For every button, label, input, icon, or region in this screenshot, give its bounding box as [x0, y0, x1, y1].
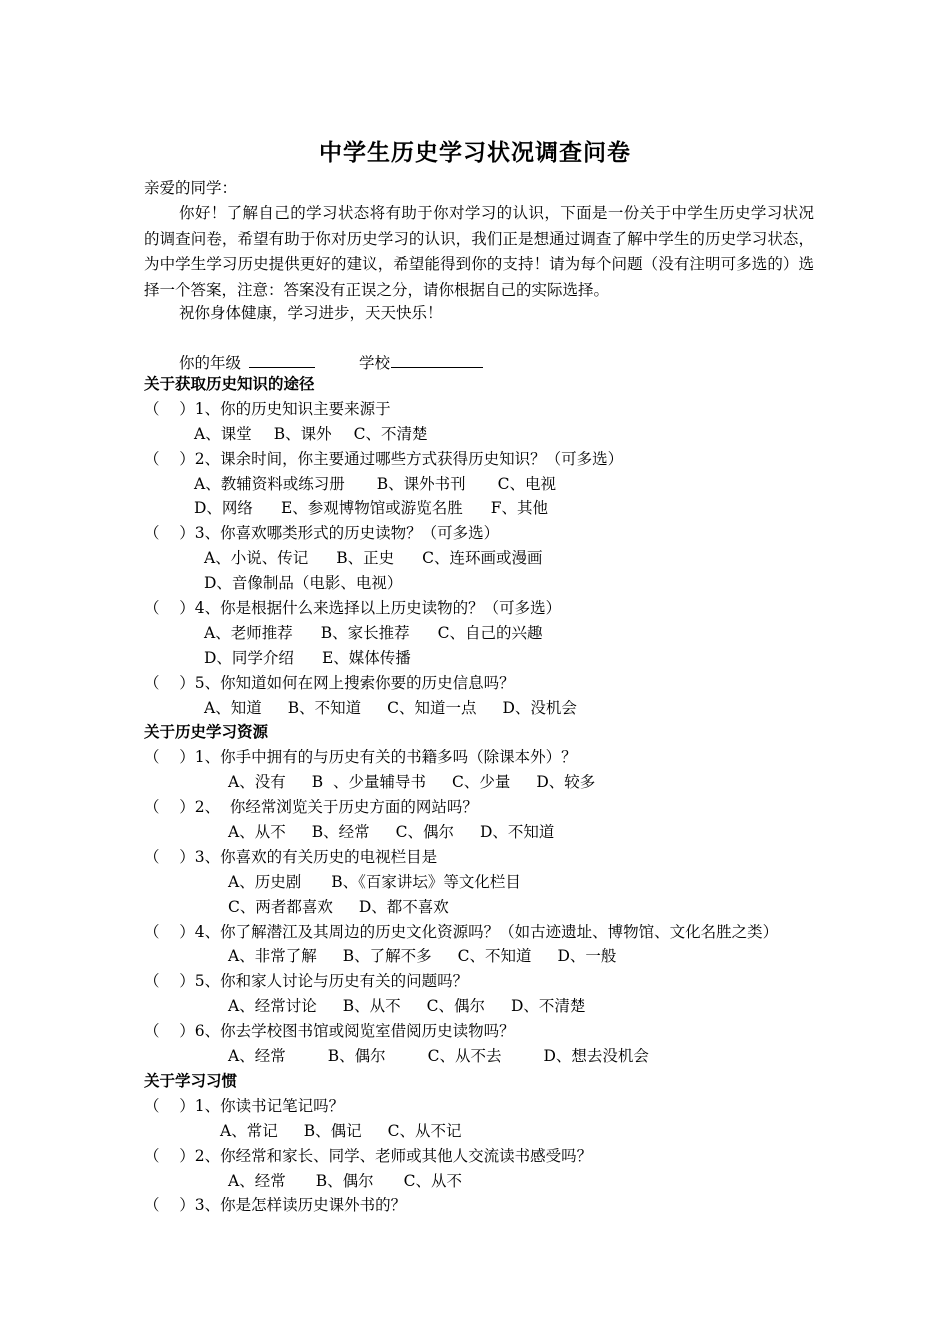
answer-option[interactable]: D、想去没机会 [543, 1047, 649, 1066]
option-line [144, 870, 844, 895]
section-heading: 关于历史学习资源 [144, 722, 269, 742]
answer-option[interactable]: D、网络 [194, 499, 253, 518]
answer-option[interactable]: D、较多 [536, 773, 596, 792]
answer-option[interactable]: A、非常了解 [228, 947, 317, 966]
option-line [144, 1044, 844, 1069]
grade-label: 你的年级 [179, 354, 242, 372]
question-line: （ ）1、你读书记笔记吗？ [144, 1096, 345, 1115]
answer-option[interactable]: A、常记 [220, 1121, 278, 1140]
question-list [144, 372, 844, 1218]
option-line [144, 994, 844, 1019]
answer-option[interactable]: D、不清楚 [510, 997, 586, 1016]
answer-option[interactable]: A、经常 [228, 1171, 286, 1190]
answer-option[interactable]: B、经常 [311, 823, 370, 842]
answer-option[interactable]: E、媒体传播 [321, 648, 411, 667]
answer-option[interactable]: D、同学介绍 [204, 648, 294, 667]
greeting: 亲爱的同学： [144, 179, 238, 197]
intro-paragraph: 你好！了解自己的学习状态将有助于你对学习的认识，下面是一份关于中学生历史学习状况的调查问卷，希望有助于你对历史学习的认识，我们正是想通过调查了解中学生的历史学习状态，为中学生学习历史提供更好的建议，希望能得到你的支持！请为每个问题（没有注明可多选的）选择一个答案，注意：答案没有正误之分，请你根据自己的实际选择。 [144, 204, 814, 299]
answer-option[interactable]: C、不清楚 [353, 424, 428, 443]
school-label: 学校 [359, 354, 391, 372]
answer-option[interactable]: C、偶尔 [395, 823, 454, 842]
answer-option[interactable]: C、从不记 [387, 1121, 462, 1140]
answer-option[interactable]: B、从不 [342, 997, 401, 1016]
option-line [144, 696, 844, 721]
wish-line: 祝你身体健康，学习进步，天天快乐！ [179, 304, 443, 322]
option-line [144, 1169, 844, 1194]
answer-option[interactable]: A、小说、传记 [204, 549, 309, 568]
question-line: （ ）3、你是怎样读历史课外书的？ [144, 1196, 407, 1215]
question-line: （ ）4、你了解潜江及其周边的历史文化资源吗？（如古迹遗址、博物馆、文化名胜之类） [144, 922, 779, 941]
option-line [144, 646, 844, 671]
answer-option[interactable]: B、家长推荐 [320, 623, 410, 642]
question-line: （ ）1、你的历史知识主要来源于 [144, 399, 391, 418]
answer-option[interactable]: B、正史 [336, 549, 395, 568]
section-heading: 关于获取历史知识的途径 [144, 374, 315, 393]
answer-option[interactable]: A、历史剧 [228, 872, 302, 891]
answer-option[interactable]: B、课外书刊 [376, 474, 466, 493]
grade-blank[interactable] [249, 351, 315, 368]
answer-option[interactable]: C、自己的兴趣 [437, 623, 543, 642]
option-line [144, 944, 844, 969]
answer-option[interactable]: B、《百家讲坛》等文化栏目 [331, 872, 521, 891]
answer-option[interactable]: B、偶记 [303, 1121, 362, 1140]
option-line [144, 895, 844, 920]
question-line: （ ）2、 你经常浏览关于历史方面的网站吗？ [144, 798, 478, 817]
answer-option[interactable]: B、课外 [273, 424, 332, 443]
option-line [144, 422, 844, 447]
question-line: （ ）5、你知道如何在网上搜索你要的历史信息吗？ [144, 673, 515, 692]
option-line [144, 472, 844, 497]
question-line: （ ）2、课余时间，你主要通过哪些方式获得历史知识？（可多选） [144, 449, 624, 468]
answer-option[interactable]: B、不知道 [287, 698, 362, 717]
question-line: （ ）5、你和家人讨论与历史有关的问题吗？ [144, 972, 469, 991]
answer-option[interactable]: B、了解不多 [342, 947, 432, 966]
option-line [144, 820, 844, 845]
answer-option[interactable]: A、知道 [204, 698, 262, 717]
question-line: （ ）6、你去学校图书馆或阅览室借阅历史读物吗？ [144, 1022, 515, 1041]
answer-option[interactable]: B、偶尔 [327, 1047, 386, 1066]
answer-option[interactable]: A、没有 [228, 773, 286, 792]
answer-option[interactable]: D、一般 [557, 947, 617, 966]
question-line: （ ）4、你是根据什么来选择以上历史读物的？（可多选） [144, 599, 562, 618]
answer-option[interactable]: E、参观博物馆或游览名胜 [280, 499, 463, 518]
answer-option[interactable]: B、偶尔 [315, 1171, 374, 1190]
option-line [144, 571, 844, 596]
school-blank[interactable] [391, 351, 483, 368]
answer-option[interactable]: F、其他 [490, 499, 549, 518]
question-line: （ ）3、你喜欢的有关历史的电视栏目是 [144, 847, 438, 866]
answer-option[interactable]: C、从不去 [427, 1047, 502, 1066]
page-title: 中学生历史学习状况调查问卷 [319, 139, 631, 166]
option-line [144, 770, 844, 795]
option-line [144, 546, 844, 571]
answer-option[interactable]: B 、少量辅导书 [311, 773, 426, 792]
answer-option[interactable]: A、课堂 [194, 424, 252, 443]
answer-option[interactable]: C、少量 [451, 773, 511, 792]
answer-option[interactable]: C、偶尔 [426, 997, 485, 1016]
answer-option[interactable]: A、经常 [228, 1047, 286, 1066]
answer-option[interactable]: C、电视 [497, 474, 556, 493]
answer-option[interactable]: A、经常讨论 [228, 997, 317, 1016]
answer-option[interactable]: C、两者都喜欢 [228, 897, 333, 916]
option-line [144, 496, 844, 521]
section-heading: 关于学习习惯 [144, 1070, 238, 1090]
answer-option[interactable]: A、教辅资料或练习册 [194, 474, 345, 493]
question-line: （ ）2、你经常和家长、同学、老师或其他人交流读书感受吗？ [144, 1146, 593, 1165]
answer-option[interactable]: D、都不喜欢 [358, 897, 449, 916]
answer-option[interactable]: D、音像制品（电影、电视） [204, 574, 403, 593]
question-line: （ ）3、你喜欢哪类形式的历史读物？（可多选） [144, 524, 500, 543]
answer-option[interactable]: C、知道一点 [387, 698, 477, 717]
option-line [144, 621, 844, 646]
question-line: （ ）1、你手中拥有的与历史有关的书籍多吗（除课本外）？ [144, 748, 577, 767]
answer-option[interactable]: A、老师推荐 [204, 623, 293, 642]
answer-option[interactable]: C、不知道 [457, 947, 532, 966]
answer-option[interactable]: D、没机会 [502, 698, 577, 717]
answer-option[interactable]: C、从不 [403, 1171, 462, 1190]
answer-option[interactable]: A、从不 [228, 823, 286, 842]
answer-option[interactable]: D、不知道 [479, 823, 555, 842]
answer-option[interactable]: C、连环画或漫画 [422, 549, 543, 568]
option-line [144, 1119, 844, 1144]
